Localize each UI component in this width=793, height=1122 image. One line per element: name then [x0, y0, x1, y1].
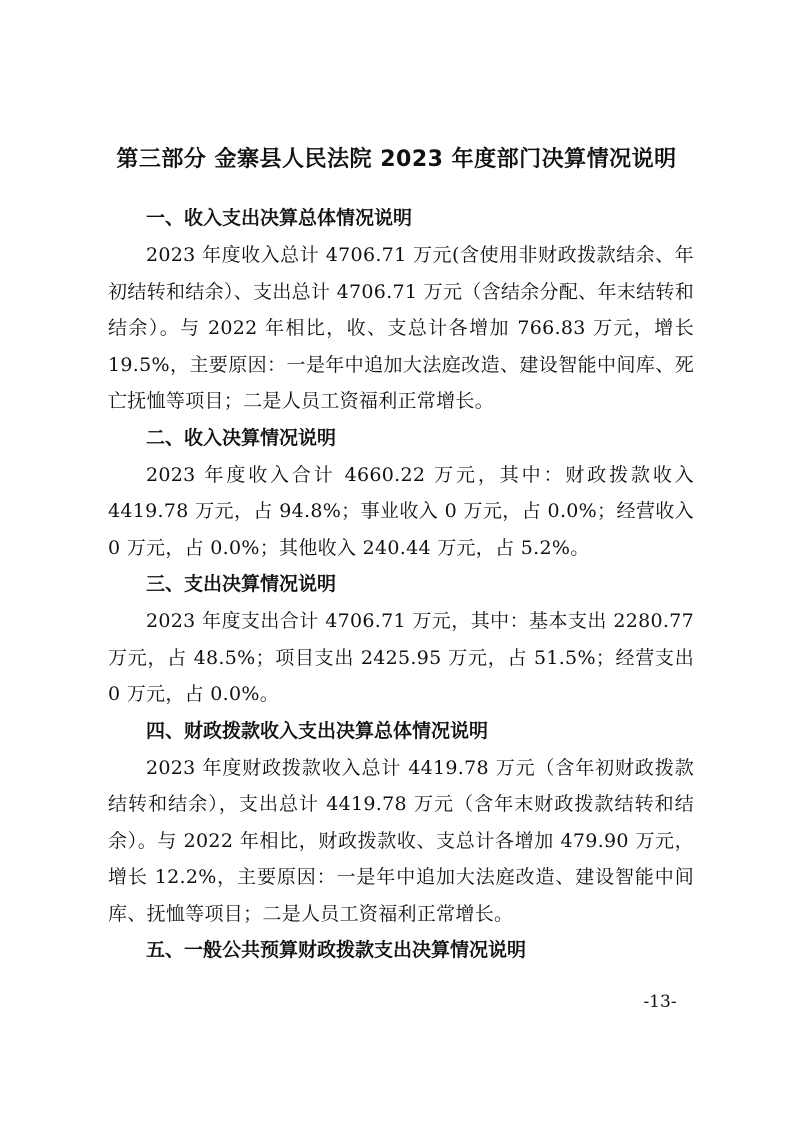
- section-paragraph: 2023 年度收入总计 4706.71 万元(含使用非财政拨款结余、年初结转和结余）、支出总计 4706.71 万元（含结余分配、年末结转和结余）。与 2022 年相比，收、支总计各增加 766.83 万元，增长 19.5%，主要原因：一是年中追加大法庭改造、建设智能中间库、死亡抚恤等项目；二是人员工资福利正常增长。: [108, 244, 694, 412]
- section-fiscal-appropriation-overview: [108, 713, 694, 933]
- section-paragraph: 2023 年度财政拨款收入总计 4419.78 万元（含年初财政拨款结转和结余），支出总计 4419.78 万元（含年末财政拨款结转和结余）。与 2022 年相比，财政拨款收、支总计各增加 479.90 万元，增长 12.2%，主要原因：一是年中追加大法庭改造、建设智能中间库、抚恤等项目；二是人员工资福利正常增长。: [108, 756, 694, 925]
- section-heading: 三、支出决算情况说明: [146, 573, 337, 595]
- section-heading: 五、一般公共预算财政拨款支出决算情况说明: [146, 939, 527, 961]
- page-title: 第三部分 金寨县人民法院 2023 年度部门决算情况说明: [116, 147, 677, 172]
- section-general-public-budget: [108, 932, 694, 969]
- page-number: -13-: [643, 992, 677, 1012]
- section-heading: 四、财政拨款收入支出决算总体情况说明: [146, 719, 489, 742]
- section-revenue: [108, 420, 694, 567]
- section-paragraph: 2023 年度支出合计 4706.71 万元，其中：基本支出 2280.77 万元，占 48.5%；项目支出 2425.95 万元，占 51.5%；经营支出 0 万元，占 0.0%。: [108, 610, 694, 705]
- section-revenue-expenditure-overview: [108, 200, 694, 420]
- section-heading: 二、收入决算情况说明: [146, 426, 337, 449]
- section-heading: 一、收入支出决算总体情况说明: [146, 207, 413, 229]
- document-body: [108, 200, 694, 969]
- section-expenditure: [108, 566, 694, 713]
- section-paragraph: 2023 年度收入合计 4660.22 万元，其中：财政拨款收入 4419.78 万元，占 94.8%；事业收入 0 万元，占 0.0%；经营收入 0 万元，占 0.0%；其他收入 240.44 万元，占 5.2%。: [108, 463, 694, 559]
